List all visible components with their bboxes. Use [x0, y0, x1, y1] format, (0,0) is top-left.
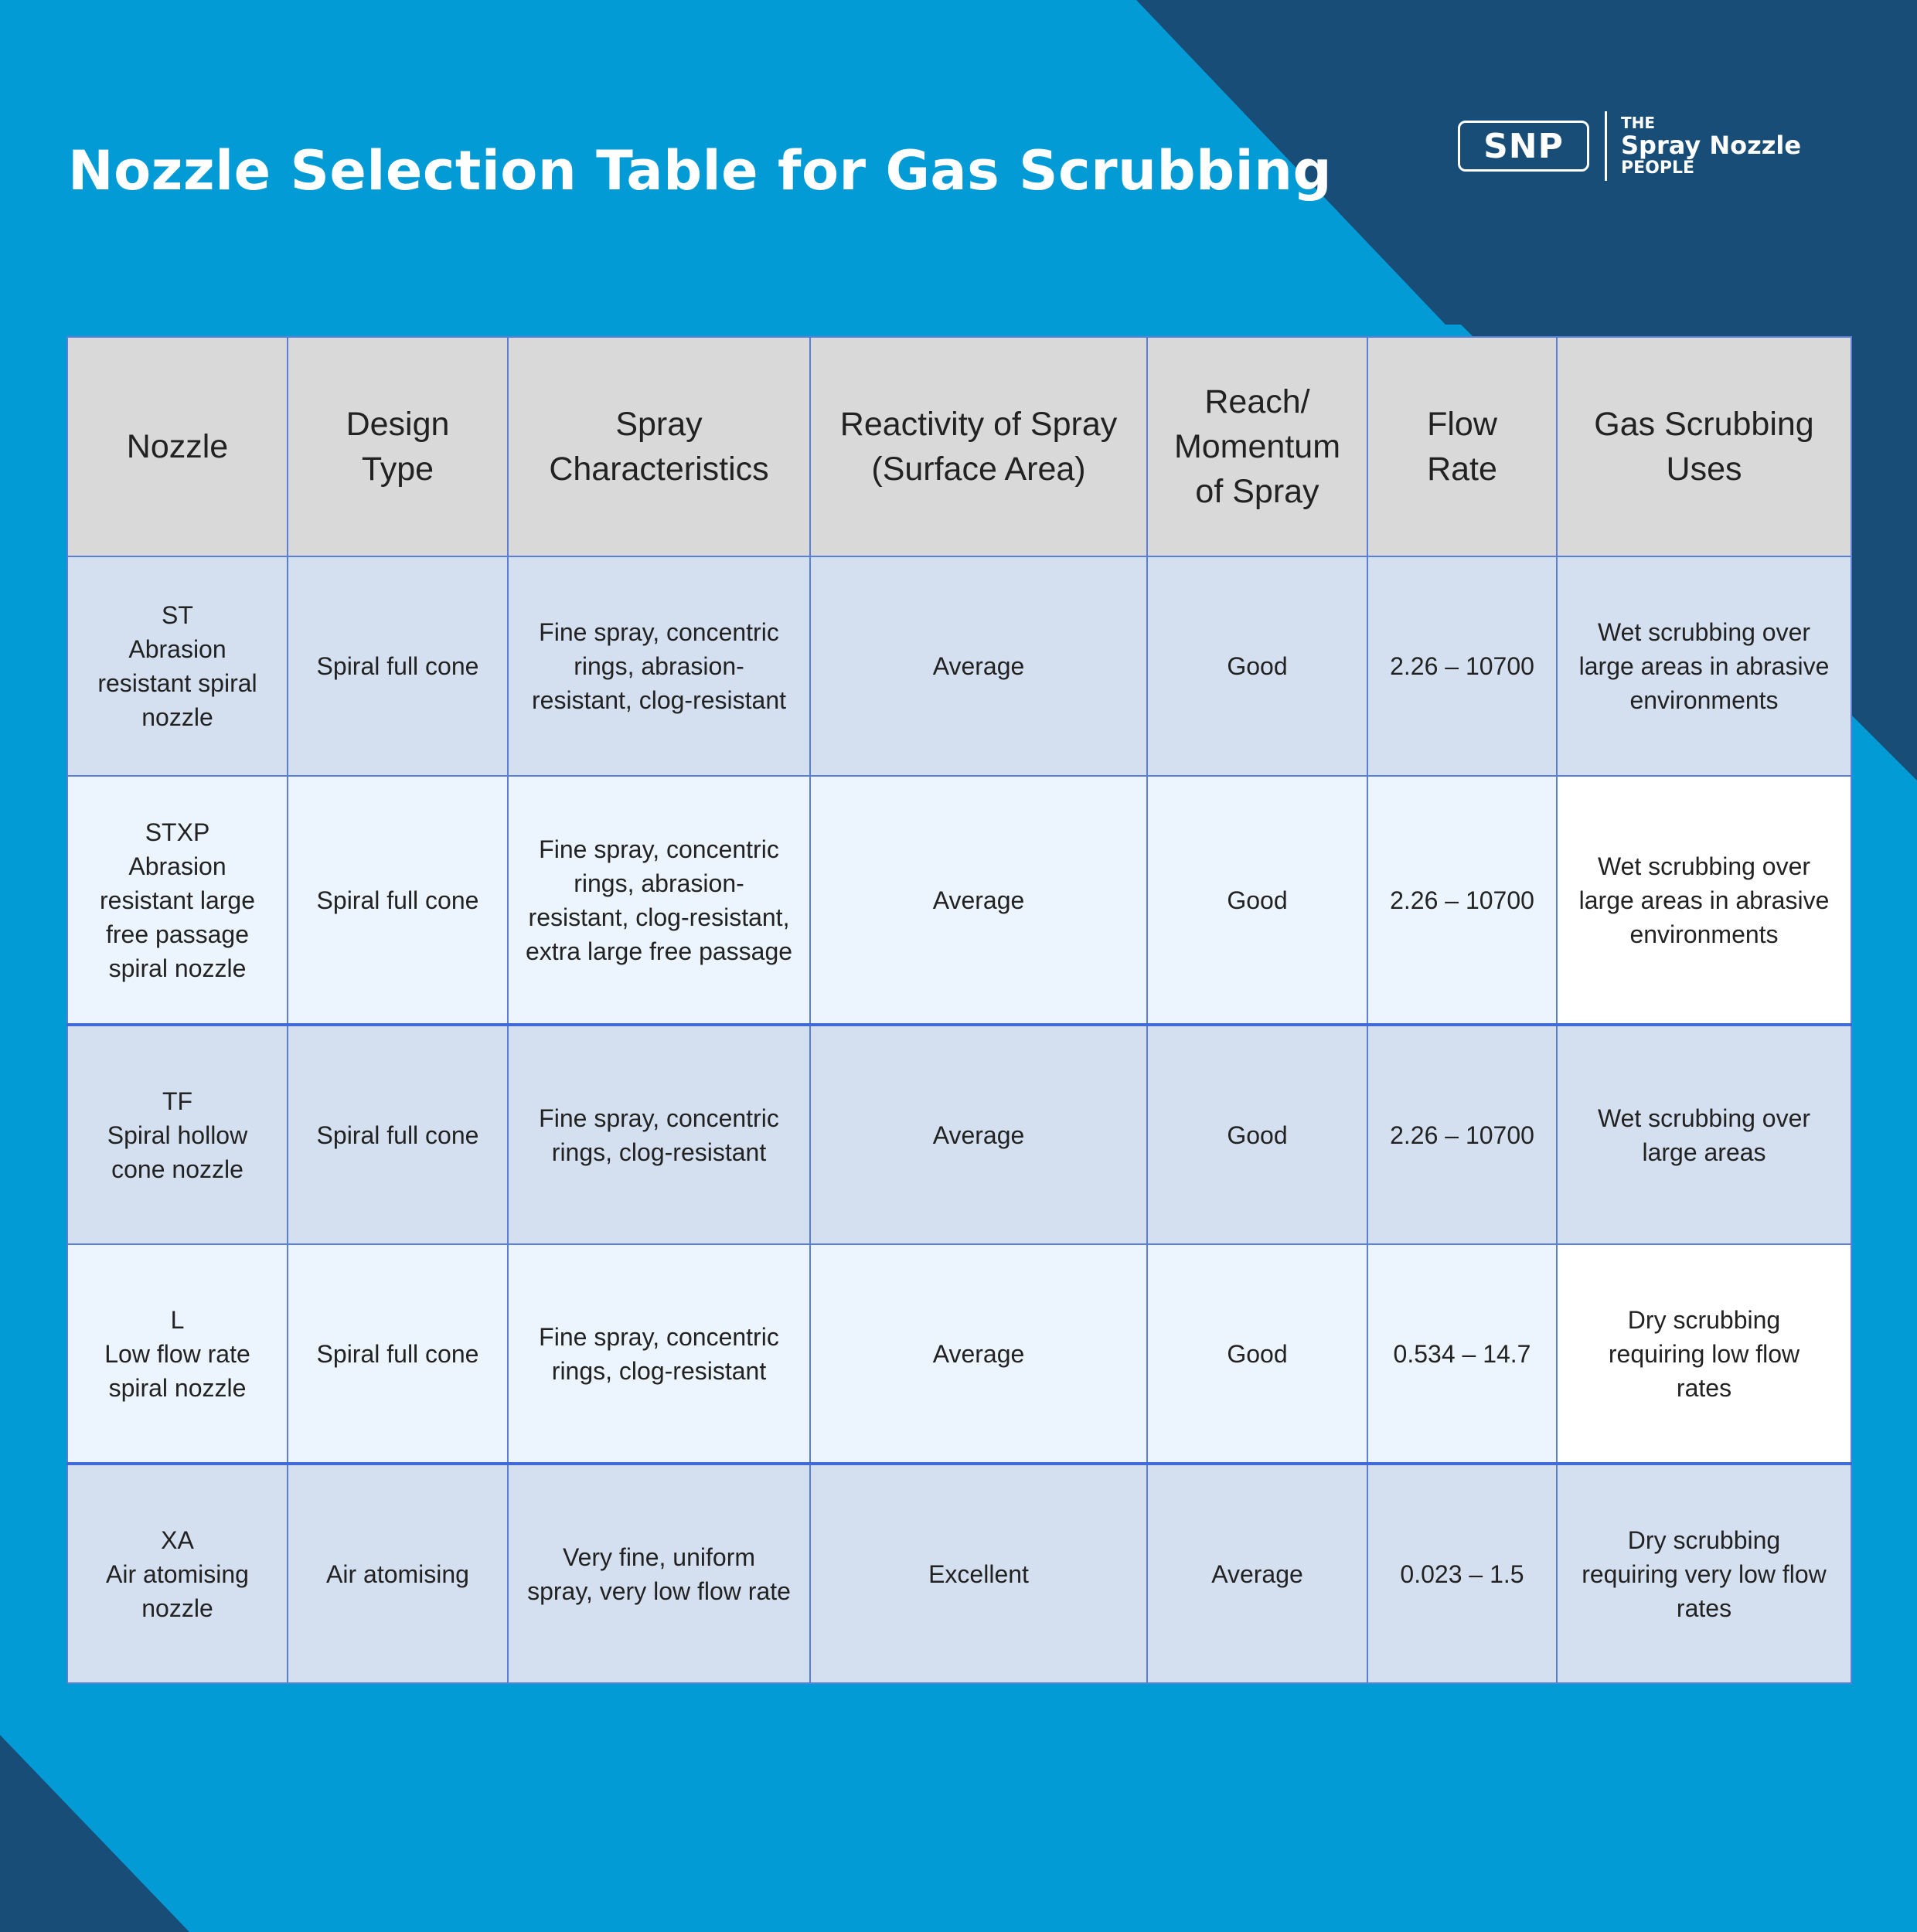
cell-text-line: extra large free passage [525, 937, 793, 965]
cell-text-line: Spiral full cone [316, 1121, 479, 1149]
cell-nozzle [67, 1244, 288, 1464]
cell-uses [1557, 1025, 1851, 1244]
cell-flow-rate [1367, 1244, 1557, 1464]
cell-text-line: Wet scrubbing over [1597, 852, 1811, 880]
header-reactivity [810, 337, 1147, 556]
cell-text-line: Air atomising [326, 1560, 469, 1588]
cell-text-line: Low flow rate [104, 1339, 250, 1368]
cell-reach [1147, 776, 1367, 1025]
cell-reach [1147, 1025, 1367, 1244]
cell-text-line: rates [1676, 1594, 1732, 1622]
cell-design-type [288, 1244, 508, 1464]
cell-text-line: Average [1211, 1560, 1303, 1588]
cell-reactivity [810, 1244, 1147, 1464]
cell-reactivity [810, 556, 1147, 776]
logo-line-3: PEOPLE [1621, 158, 1695, 178]
cell-uses [1557, 776, 1851, 1025]
cell-text-line: Good [1227, 1339, 1288, 1368]
cell-flow-rate [1367, 1025, 1557, 1244]
table-row [67, 556, 1851, 776]
logo-divider [1605, 111, 1607, 181]
cell-text-line: Nozzle [126, 428, 229, 465]
logo-wordmark [1621, 115, 1801, 177]
cell-design-type [288, 1464, 508, 1683]
cell-spray-characteristics [508, 1464, 810, 1683]
cell-text-line: Good [1227, 1121, 1288, 1149]
cell-text-line: Spiral full cone [316, 886, 479, 914]
header-reach-momentum [1147, 337, 1367, 556]
cell-text-line: Dry scrubbing [1627, 1305, 1781, 1334]
cell-text-line: resistant, clog-resistant [531, 686, 786, 714]
table-row [67, 776, 1851, 1025]
cell-text-line: resistant large [100, 886, 255, 914]
cell-nozzle [67, 776, 288, 1025]
cell-text-line: Average [932, 1121, 1025, 1149]
header-flow-rate [1367, 337, 1557, 556]
cell-nozzle [67, 1464, 288, 1683]
cell-text-line: resistant spiral [97, 669, 257, 697]
cell-text-line: Abrasion [128, 635, 226, 663]
cell-text-line: 2.26 – 10700 [1390, 652, 1534, 680]
bottom-left-dark-shape [0, 1735, 189, 1932]
table-row [67, 1464, 1851, 1683]
cell-text-line: rings, abrasion- [574, 869, 744, 897]
cell-text-line: TF [162, 1087, 193, 1115]
cell-flow-rate [1367, 556, 1557, 776]
cell-text-line: (Surface Area) [871, 451, 1086, 488]
cell-spray-characteristics [508, 1244, 810, 1464]
cell-text-line: Good [1227, 886, 1288, 914]
table-row [67, 1244, 1851, 1464]
cell-text-line: Fine spray, concentric [539, 1322, 779, 1351]
cell-text-line: Fine spray, concentric [539, 618, 779, 646]
cell-text-line: Gas Scrubbing [1594, 406, 1814, 443]
cell-text-line: Average [932, 1339, 1025, 1368]
cell-text-line: Abrasion [128, 852, 226, 880]
cell-reach [1147, 1464, 1367, 1683]
header-gas-scrubbing-uses [1557, 337, 1851, 556]
cell-text-line: 2.26 – 10700 [1390, 886, 1534, 914]
cell-text-line: requiring low flow [1608, 1339, 1800, 1368]
cell-text-line: Design [346, 406, 450, 443]
cell-spray-characteristics [508, 556, 810, 776]
cell-text-line: 0.023 – 1.5 [1400, 1560, 1524, 1588]
cell-reactivity [810, 1464, 1147, 1683]
cell-text-line: free passage [105, 920, 249, 948]
cell-nozzle [67, 1025, 288, 1244]
cell-text-line: Excellent [928, 1560, 1029, 1588]
cell-text-line: environments [1629, 686, 1779, 714]
cell-text-line: Wet scrubbing over [1597, 618, 1811, 646]
cell-text-line: rates [1676, 1373, 1732, 1402]
cell-uses [1557, 1464, 1851, 1683]
cell-spray-characteristics [508, 776, 810, 1025]
cell-text-line: ST [162, 601, 193, 629]
cell-spray-characteristics [508, 1025, 810, 1244]
cell-text-line: 2.26 – 10700 [1390, 1121, 1534, 1149]
cell-text-line: Type [361, 451, 434, 488]
cell-text-line: Average [932, 652, 1025, 680]
table-row [67, 1025, 1851, 1244]
cell-text-line: requiring very low flow [1582, 1560, 1827, 1588]
cell-text-line: Rate [1427, 451, 1497, 488]
cell-text-line: rings, clog-resistant [551, 1138, 767, 1166]
cell-reach [1147, 1244, 1367, 1464]
cell-text-line: Dry scrubbing [1627, 1526, 1781, 1554]
cell-text-line: 0.534 – 14.7 [1393, 1339, 1531, 1368]
cell-text-line: cone nozzle [111, 1155, 243, 1183]
cell-nozzle [67, 556, 288, 776]
cell-text-line: STXP [145, 818, 210, 846]
cell-text-line: Flow [1427, 406, 1497, 443]
cell-text-line: Very fine, uniform [563, 1543, 755, 1571]
cell-text-line: Good [1227, 652, 1288, 680]
cell-text-line: Fine spray, concentric [539, 835, 779, 863]
cell-text-line: spiral nozzle [108, 954, 247, 982]
cell-text-line: rings, clog-resistant [551, 1356, 767, 1385]
cell-text-line: XA [161, 1526, 194, 1554]
cell-text-line: Spiral full cone [316, 1339, 479, 1368]
cell-design-type [288, 556, 508, 776]
cell-flow-rate [1367, 776, 1557, 1025]
cell-text-line: Reach/ [1204, 383, 1310, 420]
cell-text-line: nozzle [141, 703, 213, 731]
logo-line-1: THE [1621, 114, 1656, 132]
cell-text-line: environments [1629, 920, 1779, 948]
header-spray-characteristics [508, 337, 810, 556]
cell-text-line: Average [932, 886, 1025, 914]
cell-reactivity [810, 1025, 1147, 1244]
cell-design-type [288, 1025, 508, 1244]
cell-text-line: rings, abrasion- [574, 652, 744, 680]
cell-text-line: Reactivity of Spray [839, 406, 1118, 443]
cell-reach [1147, 556, 1367, 776]
cell-text-line: L [170, 1305, 185, 1334]
page-title: Nozzle Selection Table for Gas Scrubbing [68, 139, 1333, 202]
snp-logo [1458, 111, 1801, 181]
cell-text-line: Characteristics [549, 451, 769, 488]
nozzle-selection-table [66, 336, 1852, 1684]
cell-text-line: of Spray [1195, 473, 1319, 510]
cell-text-line: spray, very low flow rate [527, 1577, 791, 1605]
cell-flow-rate [1367, 1464, 1557, 1683]
table-header-row [67, 337, 1851, 556]
cell-text-line: large areas in abrasive [1578, 886, 1830, 914]
cell-design-type [288, 776, 508, 1025]
cell-uses [1557, 556, 1851, 776]
cell-uses [1557, 1244, 1851, 1464]
cell-text-line: Spiral hollow [107, 1121, 248, 1149]
header-design-type [288, 337, 508, 556]
cell-text-line: Wet scrubbing over [1597, 1104, 1811, 1132]
cell-text-line: Uses [1666, 451, 1742, 488]
cell-text-line: Fine spray, concentric [539, 1104, 779, 1132]
cell-reactivity [810, 776, 1147, 1025]
cell-text-line: spiral nozzle [108, 1373, 247, 1402]
cell-text-line: nozzle [141, 1594, 213, 1622]
cell-text-line: large areas in abrasive [1578, 652, 1830, 680]
logo-badge: SNP [1458, 121, 1589, 172]
cell-text-line: Momentum [1173, 428, 1341, 465]
cell-text-line: Spiral full cone [316, 652, 479, 680]
cell-text-line: Spray [615, 406, 703, 443]
cell-text-line: resistant, clog-resistant, [528, 903, 790, 931]
logo-line-2: Spray Nozzle [1621, 131, 1802, 160]
cell-text-line: Air atomising [106, 1560, 249, 1588]
cell-text-line: large areas [1642, 1138, 1766, 1166]
header-nozzle [67, 337, 288, 556]
